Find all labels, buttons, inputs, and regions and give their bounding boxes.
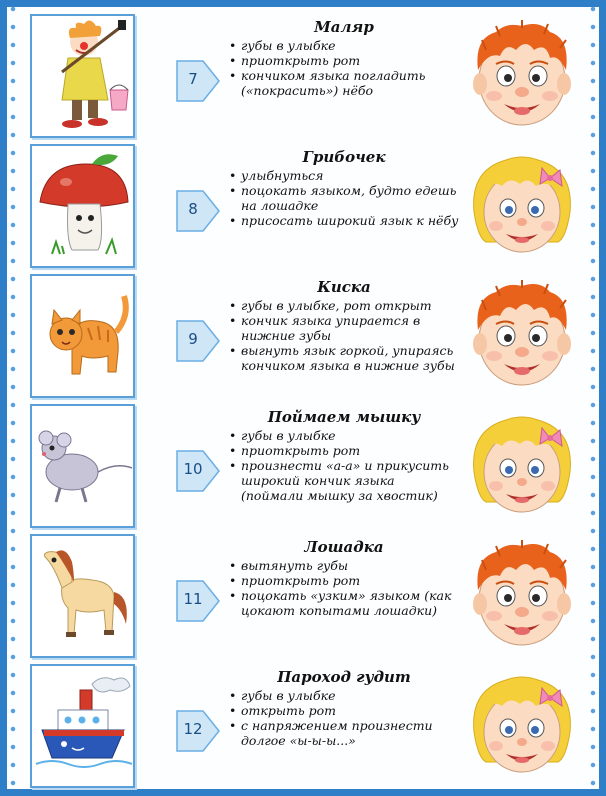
exercise-text: [228, 148, 460, 228]
exercise-text: [228, 278, 460, 373]
exercise-step: • кончиком языка погладить («покрасить») нёбо: [228, 68, 460, 98]
exercise-step: • улыбнуться: [228, 168, 460, 183]
face-picture: [466, 670, 578, 782]
exercise-step: • приоткрыть рот: [228, 443, 460, 458]
steamboat-icon: [32, 666, 133, 786]
face-picture: [466, 410, 578, 522]
exercise-steps: [228, 688, 460, 748]
exercise-text: [228, 538, 460, 618]
horse-icon: [32, 536, 133, 656]
exercise-picture: [30, 664, 135, 788]
exercise-text: [228, 668, 460, 748]
face-picture: [466, 540, 578, 652]
exercise-text: [228, 408, 460, 503]
mouse-icon: [32, 406, 133, 526]
exercise-title: Пароход гудит: [277, 668, 411, 686]
cat-icon: [32, 276, 133, 396]
exercise-step: • губы в улыбке: [228, 38, 460, 53]
exercise-title: Киска: [317, 278, 371, 296]
exercise-title: Маляр: [314, 18, 374, 36]
mushroom-icon: [32, 146, 133, 266]
exercise-picture: [30, 404, 135, 528]
number-arrow: [175, 446, 221, 496]
exercise-steps: [228, 428, 460, 503]
exercise-row: [0, 660, 606, 788]
exercise-row: [0, 140, 606, 268]
exercise-step: • поцокать «узким» языком (как цокают копытами лошадки): [228, 588, 460, 618]
face-picture: [466, 20, 578, 132]
exercise-number: 8: [188, 200, 198, 218]
exercise-step: • выгнуть язык горкой, упираясь кончиком языка в нижние зубы: [228, 343, 460, 373]
girl-face-icon: [466, 150, 578, 262]
exercise-number: 7: [188, 70, 198, 88]
number-arrow: [175, 706, 221, 756]
exercise-step: • губы в улыбке: [228, 428, 460, 443]
exercise-title: Поймаем мышку: [267, 408, 421, 426]
exercise-row: [0, 530, 606, 658]
exercise-steps: [228, 298, 460, 373]
face-picture: [466, 280, 578, 392]
exercise-row: [0, 400, 606, 528]
exercise-step: • вытянуть губы: [228, 558, 460, 573]
exercise-text: [228, 18, 460, 98]
boy-face-icon: [466, 540, 578, 652]
painter-clown-icon: [32, 16, 133, 136]
boy-face-icon: [466, 280, 578, 392]
exercise-step: • произнести «а-а» и прикусить широкий кончик языка (поймали мышку за хвостик): [228, 458, 460, 503]
exercise-step: • губы в улыбке, рот открыт: [228, 298, 460, 313]
exercise-steps: [228, 38, 460, 98]
number-arrow: [175, 316, 221, 366]
exercise-step: • приоткрыть рот: [228, 53, 460, 68]
exercise-step: • кончик языка упирается в нижние зубы: [228, 313, 460, 343]
face-picture: [466, 150, 578, 262]
exercise-picture: [30, 14, 135, 138]
girl-face-icon: [466, 670, 578, 782]
exercise-step: • открыть рот: [228, 703, 460, 718]
number-arrow: [175, 576, 221, 626]
exercise-number: 10: [183, 460, 203, 478]
exercise-number: 12: [183, 720, 203, 738]
number-arrow: [175, 186, 221, 236]
exercise-picture: [30, 144, 135, 268]
exercise-row: [0, 10, 606, 138]
girl-face-icon: [466, 410, 578, 522]
exercise-number: 11: [183, 590, 203, 608]
exercise-step: • с напряжением произнести долгое «ы-ы-ы...»: [228, 718, 460, 748]
exercise-picture: [30, 274, 135, 398]
number-arrow: [175, 56, 221, 106]
exercise-title: Грибочек: [302, 148, 386, 166]
exercise-steps: [228, 558, 460, 618]
exercise-row: [0, 270, 606, 398]
exercise-picture: [30, 534, 135, 658]
exercise-step: • губы в улыбке: [228, 688, 460, 703]
exercise-step: • присосать широкий язык к нёбу: [228, 213, 460, 228]
exercise-steps: [228, 168, 460, 228]
exercise-title: Лошадка: [304, 538, 384, 556]
boy-face-icon: [466, 20, 578, 132]
exercise-step: • приоткрыть рот: [228, 573, 460, 588]
exercise-step: • поцокать языком, будто едешь на лошадке: [228, 183, 460, 213]
exercise-number: 9: [188, 330, 198, 348]
